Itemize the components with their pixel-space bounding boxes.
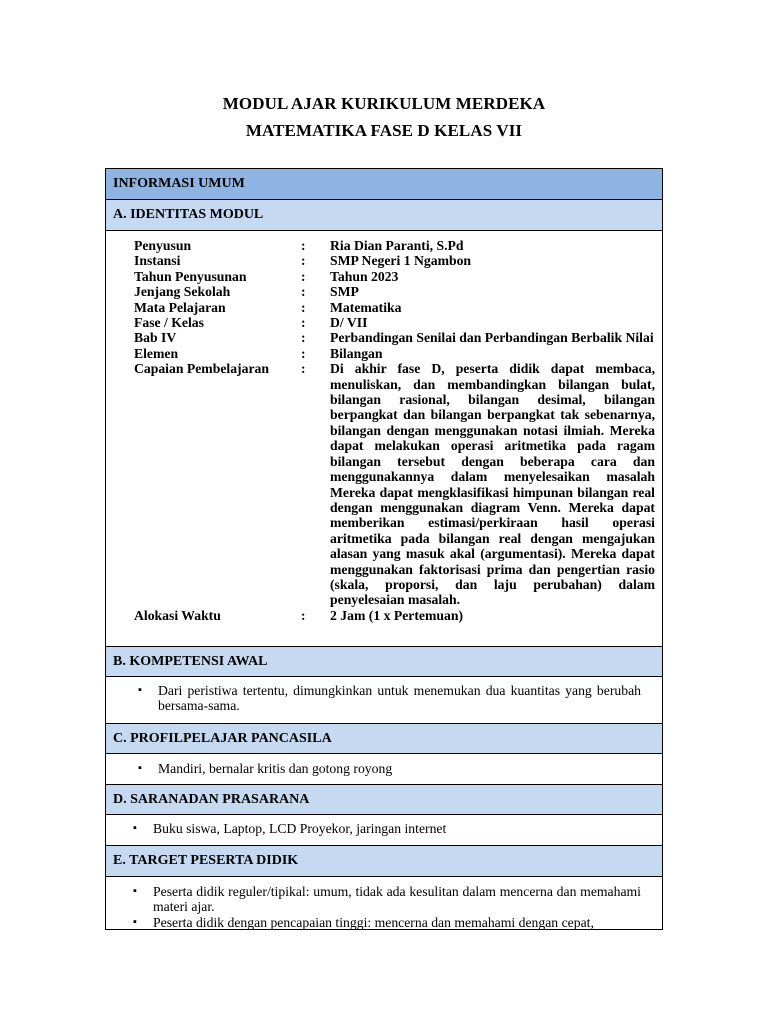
identity-label: Capaian Pembelajaran (134, 361, 269, 377)
colon-separator: : (301, 330, 306, 346)
list-item: ▪ Mandiri, bernalar kritis dan gotong royong (158, 761, 641, 776)
identity-label: Fase / Kelas (134, 315, 204, 331)
identity-value: SMP (330, 284, 359, 300)
list-item: ▪ Peserta didik dengan pencapaian tinggi: mencerna dan memahami dengan cepat, (153, 915, 641, 930)
list-item: ▪ Peserta didik reguler/tipikal: umum, tidak ada kesulitan dalam mencerna dan memahami materi ajar. (153, 884, 641, 915)
identity-label: Mata Pelajaran (134, 299, 226, 315)
identity-value: Perbandingan Senilai dan Perbandingan Berbalik Nilai (330, 330, 654, 346)
colon-separator: : (301, 345, 306, 361)
identity-value: Bilangan (330, 345, 383, 361)
colon-separator: : (301, 284, 306, 300)
identity-value: Di akhir fase D, peserta didik dapat membaca, menuliskan, dan membandingkan bilangan bulat, bilangan rasional, bilangan desimal, bilangan berpangkat dan bilangan berpangkat tak sebenarnya, bilangan dengan menggunakan notasi ilmiah. Mereka dapat melakukan operasi aritmetika pada ragam bilangan tersebut dengan beberapa cara dan menggunakannya dalam menyelesaikan masalah Mereka dapat mengklasifikasi himpunan bilangan real dengan menggunakan diagram Venn. Mereka dapat memberikan estimasi/perkiraan hasil operasi aritmetika pada bilangan real dengan mengajukan alasan yang masuk akal (argumentasi). Mereka dapat menggunakan faktorisasi prima dan pengertian rasio (skala, proporsi, dan laju perubahan) dalam penyelesaian masalah. (330, 361, 655, 608)
colon-separator: : (301, 238, 306, 253)
sarana-prasarana-header: D. SARANADAN PRASARANA (106, 785, 662, 815)
identity-label: Alokasi Waktu (134, 607, 221, 623)
identity-row (134, 284, 655, 299)
list-item: ▪ Buku siswa, Laptop, LCD Proyekor, jaringan internet (153, 821, 641, 836)
identity-row (134, 253, 655, 268)
informasi-umum-header: INFORMASI UMUM (106, 169, 662, 200)
identitas-modul-body (106, 231, 662, 647)
identity-label: Penyusun (134, 238, 192, 253)
sarana-prasarana-body (106, 815, 662, 846)
identity-row (134, 330, 655, 345)
identity-row (134, 300, 655, 315)
colon-separator: : (301, 607, 306, 623)
colon-separator: : (301, 299, 306, 315)
target-peserta-body (106, 877, 662, 930)
identity-row (134, 608, 655, 623)
colon-separator: : (301, 268, 306, 284)
document-title: MODUL AJAR KURIKULUM MERDEKA (222, 94, 546, 113)
identity-label: Elemen (134, 345, 179, 361)
kompetensi-awal-header: B. KOMPETENSI AWAL (106, 647, 662, 677)
identity-row (134, 361, 655, 608)
target-peserta-header: E. TARGET PESERTA DIDIK (106, 846, 662, 877)
identity-value: D/ VII (330, 315, 368, 331)
identity-row (134, 315, 655, 330)
kompetensi-awal-body (106, 677, 662, 724)
identity-label: Instansi (134, 253, 181, 269)
document-subtitle: MATEMATIKA FASE D KELAS VII (245, 121, 523, 140)
identitas-modul-header: A. IDENTITAS MODUL (106, 200, 662, 231)
colon-separator: : (301, 361, 306, 377)
identity-value: Matematika (330, 299, 402, 315)
identity-value: 2 Jam (1 x Pertemuan) (330, 607, 464, 623)
module-info-table (105, 168, 663, 930)
profil-pelajar-header: C. PROFILPELAJAR PANCASILA (106, 724, 662, 754)
colon-separator: : (301, 315, 306, 331)
identity-value: Tahun 2023 (330, 268, 399, 284)
profil-pelajar-body (106, 754, 662, 785)
identity-row (134, 238, 655, 253)
colon-separator: : (301, 253, 306, 269)
identity-label: Bab IV (134, 330, 177, 346)
identity-label: Jenjang Sekolah (134, 284, 231, 300)
identity-value: SMP Negeri 1 Ngambon (330, 253, 472, 269)
list-item: ▪ Dari peristiwa tertentu, dimungkinkan untuk menemukan dua kuantitas yang berubah bersama-sama. (158, 683, 641, 714)
identity-row (134, 346, 655, 361)
identity-row (134, 269, 655, 284)
identity-label: Tahun Penyusunan (134, 268, 247, 284)
identity-value: Ria Dian Paranti, S.Pd (330, 238, 464, 253)
